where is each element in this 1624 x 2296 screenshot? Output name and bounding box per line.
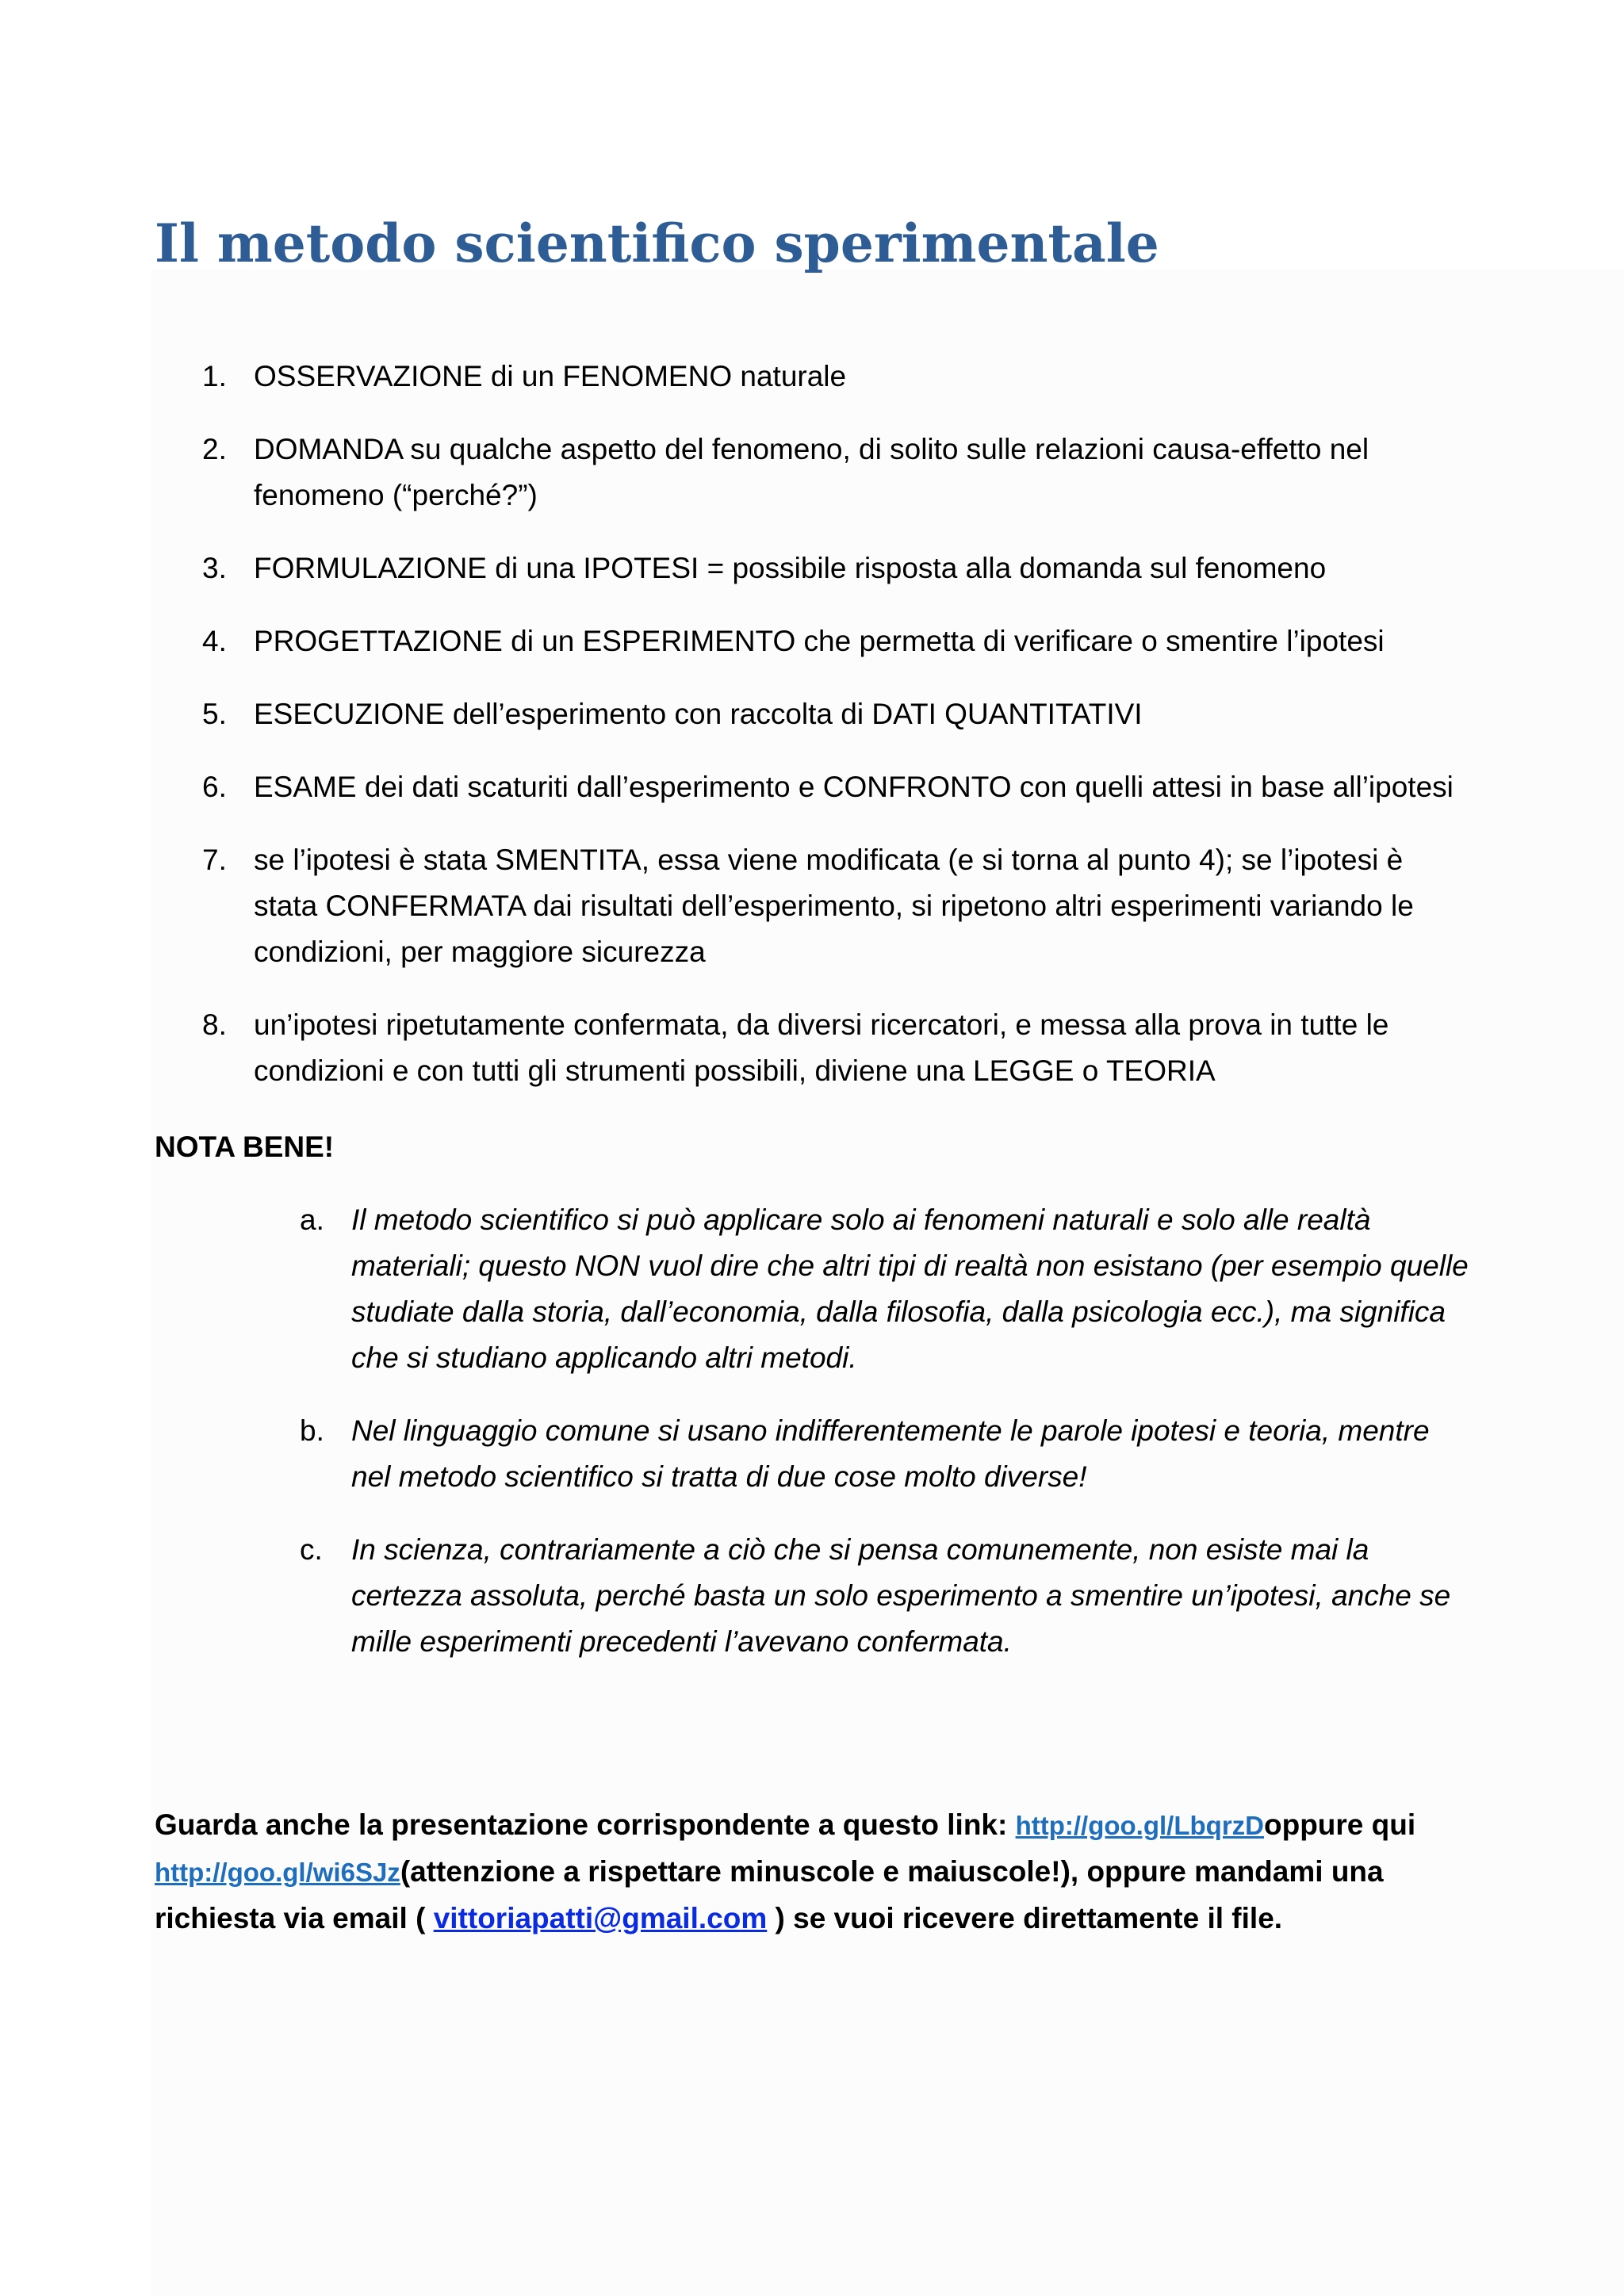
note-text: Il metodo scientifico si può applicare solo ai fenomeni naturali e solo alle realtà materiali; questo NON vuol dire che altri tipi di realtà non esistano (per esempio quelle studiate dalla storia, dall’economia, dalla filosofia, dalla psicologia ecc.), ma significa che si studiano applicando altri metodi. [351,1203,1469,1374]
note-letter: c. [300,1533,323,1566]
step-text: ESAME dei dati scaturiti dall’esperimento e CONFRONTO con quelli attesi in base all’ipotesi [254,771,1454,803]
nota-bene-heading: NOTA BENE! [155,1131,335,1163]
step-number: 6. [202,771,227,803]
step-number: 1. [202,360,227,392]
note-text: Nel linguaggio comune si usano indifferentemente le parole ipotesi e teoria, mentre nel metodo scientifico si tratta di due cose molto diverse! [351,1414,1430,1493]
footer-note-text: (attenzione a rispettare minuscole e maiuscole!), oppure mandami una richiesta via email ( [155,1855,1384,1934]
step-number: 3. [202,552,227,584]
list-item [155,545,1471,591]
list-item [155,837,1471,975]
step-number: 5. [202,698,227,730]
email-link[interactable]: vittoriapatti@gmail.com [433,1902,768,1934]
step-text: ESECUZIONE dell’esperimento con raccolta di DATI QUANTITATIVI [254,698,1143,730]
step-text: se l’ipotesi è stata SMENTITA, essa viene modificata (e si torna al punto 4); se l’ipotesi è stata CONFERMATA dai risultati dell’esperimento, si ripetono altri esperimenti variando le condizioni, per maggiore sicurezza [254,844,1414,968]
step-text: PROGETTAZIONE di un ESPERIMENTO che permetta di verificare o smentire l’ipotesi [254,625,1385,657]
step-text: OSSERVAZIONE di un FENOMENO naturale [254,360,847,392]
footer-paragraph [155,1802,1471,1942]
step-text: DOMANDA su qualche aspetto del fenomeno, di solito sulle relazioni causa-effetto nel fenomeno (“perché?”) [254,433,1369,511]
list-item [155,691,1471,737]
footer-intro-text: Guarda anche la presentazione corrispondente a questo link: [155,1808,1016,1841]
list-item [155,427,1471,519]
method-steps-list [155,354,1471,1121]
list-item [155,1197,1471,1381]
step-number: 8. [202,1008,227,1041]
step-text: un’ipotesi ripetutamente confermata, da diversi ricercatori, e messa alla prova in tutte le condizioni e con tutti gli strumenti possibili, diviene una LEGGE o TEORIA [254,1008,1389,1087]
step-number: 2. [202,433,227,465]
step-number: 4. [202,625,227,657]
notes-list [155,1197,1471,1692]
note-letter: a. [300,1203,324,1236]
list-item [155,1408,1471,1500]
list-item [155,618,1471,664]
footer-or-text: oppure qui [1264,1808,1416,1841]
note-letter: b. [300,1414,324,1447]
presentation-link-2[interactable]: http://goo.gl/wi6SJz [155,1858,400,1887]
document-title: Il metodo scientifico sperimentale [155,212,1159,274]
list-item [155,764,1471,810]
list-item [155,1002,1471,1094]
list-item [155,1527,1471,1665]
presentation-link-1[interactable]: http://goo.gl/LbqrzD [1015,1811,1264,1840]
step-number: 7. [202,844,227,876]
note-text: In scienza, contrariamente a ciò che si pensa comunemente, non esiste mai la certezza assoluta, perché basta un solo esperimento a smentire un’ipotesi, anche se mille esperimenti precedenti l’avevano confermata. [351,1533,1451,1658]
footer-end-text: ) se vuoi ricevere direttamente il file. [767,1902,1283,1934]
step-text: FORMULAZIONE di una IPOTESI = possibile risposta alla domanda sul fenomeno [254,552,1327,584]
list-item [155,354,1471,400]
